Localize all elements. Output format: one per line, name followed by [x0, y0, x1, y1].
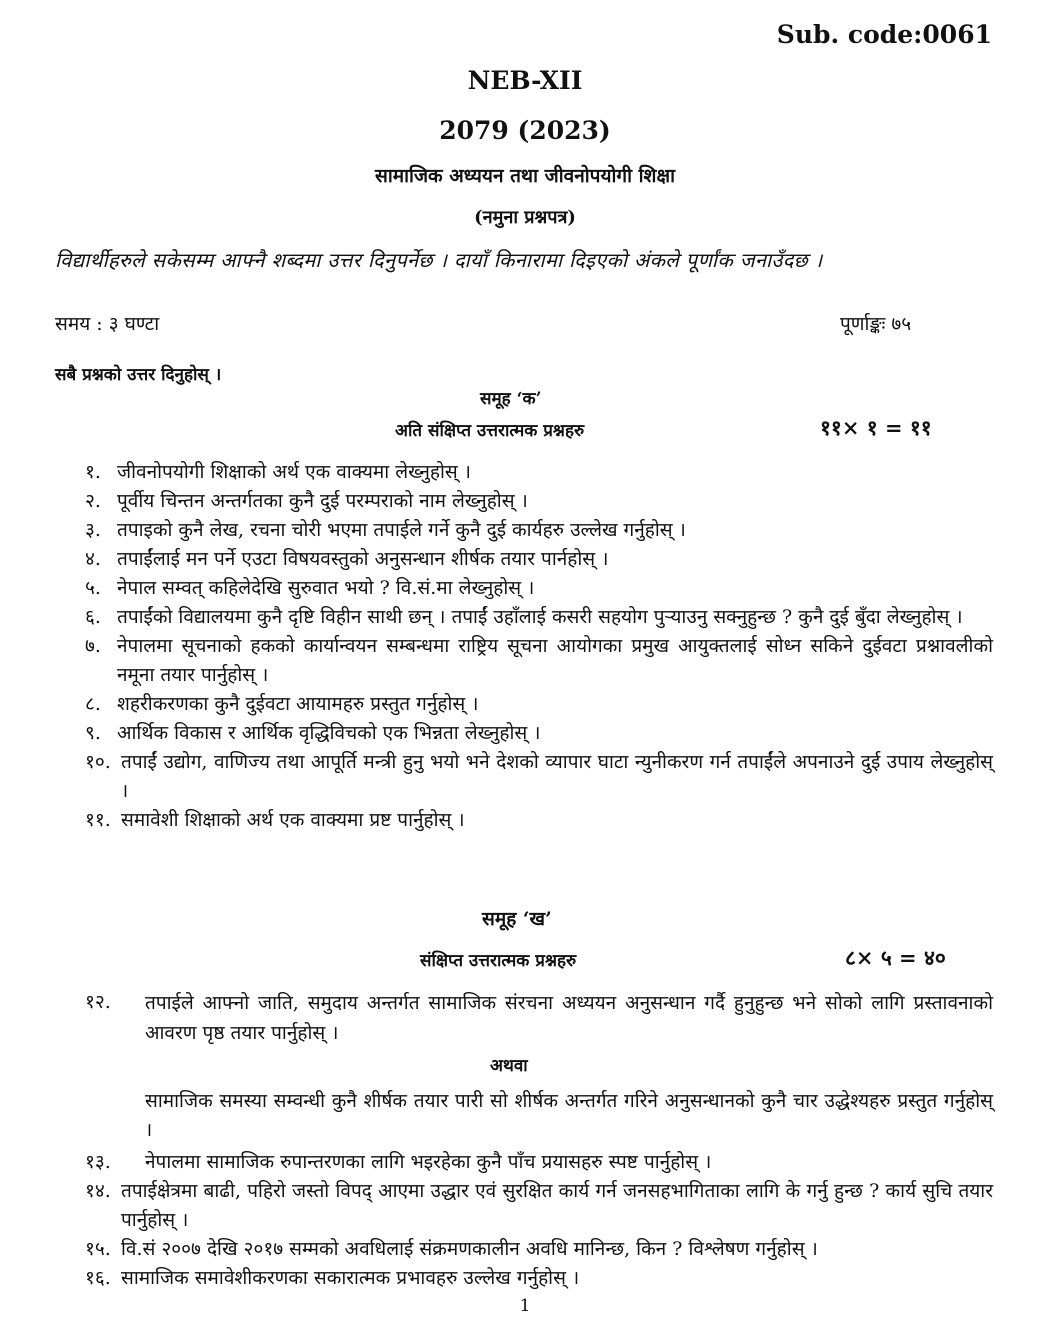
instruction: विद्यार्थीहरुले सकेसम्म आफ्नै शब्दमा उत्तर दिनुपर्नेछ । दायाँ किनारामा दिइएको अंकले पूर्णांक जनाउँदछ । — [55, 248, 823, 272]
question-text: आर्थिक विकास र आर्थिक वृद्धिविचको एक भिन्नता लेख्नुहोस् । — [117, 722, 541, 744]
question-number: १५. — [85, 1238, 111, 1260]
question-text: तपाईंलाई मन पर्ने एउटा विषयवस्तुको अनुसन्धान शीर्षक तयार पार्नहोस् । — [117, 548, 609, 570]
group-b-questions — [85, 1148, 993, 1293]
question-number: १०. — [85, 751, 111, 773]
question-number: ४. — [85, 548, 101, 570]
question-item — [85, 603, 993, 632]
question-item — [85, 487, 993, 516]
question-text: समावेशी शिक्षाको अर्थ एक वाक्यमा प्रष्ट पार्नुहोस् । — [121, 809, 465, 831]
question-item — [85, 1235, 993, 1264]
page-number: 1 — [519, 1296, 531, 1316]
question-text: तपाईक्षेत्रमा बाढी, पहिरो जस्तो विपद् आएमा उद्धार एवं सुरक्षित कार्य गर्न जनसहभागिताका लागि के गर्नु हुन्छ ? कार्य सुचि तयार पार्नुहोस् । — [121, 1180, 993, 1231]
question-item — [85, 574, 993, 603]
or-label: अथवा — [490, 1056, 528, 1076]
question-text: वि.सं २००७ देखि २०१७ सम्मको अवधिलाई संक्रमणकालीन अवधि मानिन्छ, किन ? विश्लेषण गर्नुहोस् । — [121, 1238, 818, 1260]
time-label: समय : ३ घण्टा — [55, 313, 160, 335]
question-12-alternative: सामाजिक समस्या सम्वन्धी कुनै शीर्षक तयार पारी सो शीर्षक अन्तर्गत गरिने अनुसन्धानको कुनै चार उद्धेश्यहरु प्रस्तुत गर्नुहोस् । — [145, 1090, 993, 1141]
question-text: नेपालमा सूचनाको हकको कार्यान्वयन सम्बन्धमा राष्ट्रिय सूचना आयोगका प्रमुख आयुक्तलाई सोध्न सकिने दुईवटा प्रश्नावलीको नमूना तयार पार्नुहोस् । — [117, 635, 993, 686]
sample-label: (नमुना प्रश्नपत्र) — [474, 207, 576, 228]
group-b-marks: ८× ५ = ४० — [845, 945, 946, 970]
group-b-heading: संक्षिप्त उत्तरात्मक प्रश्नहरु — [420, 951, 577, 971]
question-text: तपाईंको विद्यालयमा कुनै दृष्टि विहीन साथी छन् । तपाईं उहाँलाई कसरी सहयोग पुऱ्याउनु सक्नुहुन्छ ? कुनै दुई बुँदा लेख्नुहोस् । — [117, 606, 963, 628]
question-number: ७. — [85, 635, 101, 657]
question-number: ६. — [85, 606, 101, 628]
question-item — [85, 632, 993, 690]
group-a-questions — [85, 458, 993, 835]
question-item — [85, 748, 993, 806]
question-text: तपाइको कुनै लेख, रचना चोरी भएमा तपाईले गर्ने कुनै दुई कार्यहरु उल्लेख गर्नुहोस् । — [117, 519, 686, 541]
question-item — [85, 458, 993, 487]
question-number: ९. — [85, 722, 101, 744]
question-item — [85, 545, 993, 574]
question-number: ५. — [85, 577, 101, 599]
question-number: ११. — [85, 809, 111, 831]
group-a-marks: ११× १ = ११ — [820, 415, 932, 440]
question-text: तपाईं उद्योग, वाणिज्य तथा आपूर्ति मन्त्री हुनु भयो भने देशको व्यापार घाटा न्युनीकरण गर्न तपाईंले अपनाउने दुई उपाय लेख्नुहोस् । — [121, 751, 993, 802]
exam-year: 2079 (2023) — [439, 116, 611, 145]
question-text: नेपाल सम्वत् कहिलेदेखि सुरुवात भयो ? वि.सं.मा लेख्नुहोस् । — [117, 577, 535, 599]
question-item — [85, 516, 993, 545]
question-number: १६. — [85, 1267, 111, 1289]
group-a-heading: अति संक्षिप्त उत्तरात्मक प्रश्नहरु — [395, 421, 585, 441]
question-number: ८. — [85, 693, 101, 715]
question-item — [85, 1264, 993, 1293]
group-b-title: समूह ‘ख’ — [482, 908, 552, 930]
question-text: शहरीकरणका कुनै दुईवटा आयामहरु प्रस्तुत गर्नुहोस् । — [117, 693, 479, 715]
sub-code: Sub. code:0061 — [776, 20, 992, 49]
question-number: २. — [85, 490, 101, 512]
question-item — [85, 806, 993, 835]
question-12-text: तपाईले आफ्नो जाति, समुदाय अन्तर्गत सामाजिक संरचना अध्ययन अनुसन्धान गर्दै हुनुहुन्छ भने सोको लागि प्रस्तावनाको आवरण पृष्ठ तयार पार्नुहोस् । — [145, 992, 993, 1044]
answer-all: सबै प्रश्नको उत्तर दिनुहोस् । — [55, 365, 222, 385]
question-12-number: १२. — [85, 991, 111, 1013]
question-number: १३. — [85, 1151, 111, 1173]
subject-title: सामाजिक अध्ययन तथा जीवनोपयोगी शिक्षा — [374, 165, 676, 187]
question-text: जीवनोपयोगी शिक्षाको अर्थ एक वाक्यमा लेख्नुहोस् । — [117, 461, 471, 483]
question-number: ३. — [85, 519, 101, 541]
question-text: पूर्वीय चिन्तन अन्तर्गतका कुनै दुई परम्पराको नाम लेख्नुहोस् । — [117, 490, 528, 512]
group-a-title: समूह ‘क’ — [480, 389, 542, 409]
question-item — [85, 1148, 993, 1177]
question-item — [85, 690, 993, 719]
question-text: सामाजिक समावेशीकरणका सकारात्मक प्रभावहरु उल्लेख गर्नुहोस् । — [121, 1267, 580, 1289]
question-number: १४. — [85, 1180, 111, 1202]
question-item — [85, 719, 993, 748]
question-number: १. — [85, 461, 101, 483]
question-text: नेपालमा सामाजिक रुपान्तरणका लागि भइरहेका कुनै पाँच प्रयासहरु स्पष्ट पार्नुहोस् । — [145, 1151, 712, 1173]
board-title: NEB-XII — [467, 66, 583, 95]
full-marks: पूर्णाङ्कः ७५ — [840, 313, 912, 335]
question-item — [85, 1177, 993, 1235]
